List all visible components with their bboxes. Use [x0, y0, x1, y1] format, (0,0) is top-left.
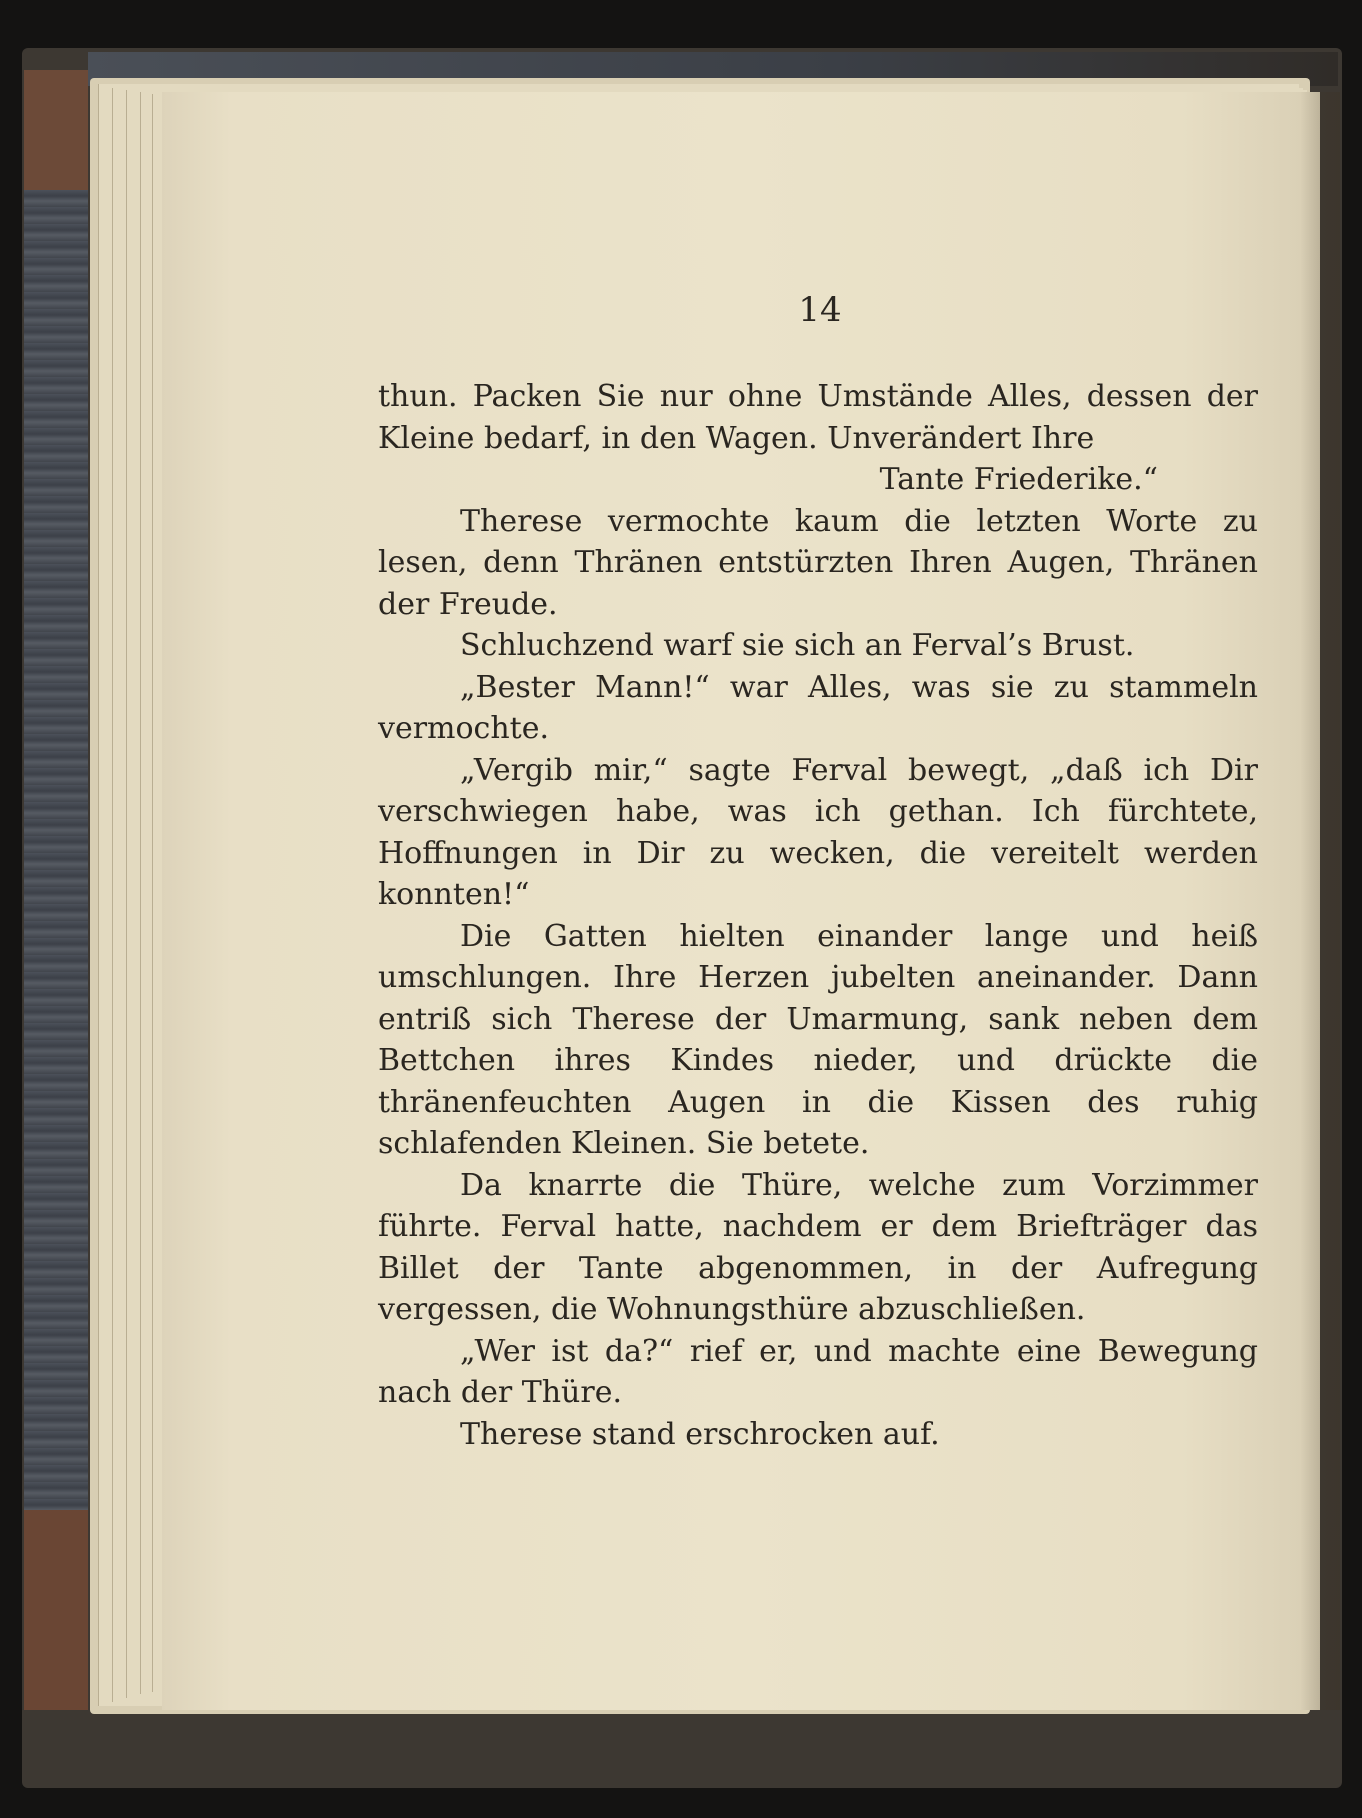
paragraph: Therese stand erschrocken auf.	[460, 1416, 940, 1452]
paragraph: „Bester Mann!“ war Alles, was sie zu stammeln vermochte.	[378, 669, 1258, 746]
page-text	[378, 376, 1258, 1455]
gutter-shadow	[1300, 92, 1340, 1710]
paragraph: Die Gatten hielten einander lange und heiß umschlungen. Ihre Herzen jubelten aneinander. Dann entriß sich Therese der Umarmung, sank neben dem Bettchen ihres Kindes nieder, und drückte die thränenfeuchten Augen in die Kissen des ruhig schlafenden Kleinen. Sie betete.	[378, 918, 1258, 1161]
paragraph: thun. Packen Sie nur ohne Umstände Alles, dessen der Kleine bedarf, in den Wagen. Unverändert Ihre	[378, 379, 1258, 456]
paragraph: „Wer ist da?“ rief er, und machte eine Bewegung nach der Thüre.	[378, 1333, 1258, 1410]
paragraph: Therese vermochte kaum die letzten Worte zu lesen, denn Thränen entstürzten Ihren Augen, Thränen der Freude.	[378, 503, 1258, 622]
paragraph: Da knarrte die Thüre, welche zum Vorzimmer führte. Ferval hatte, nachdem er dem Briefträger das Billet der Tante abgenommen, in der Aufregung vergessen, die Wohnungsthüre abzuschließen.	[378, 1167, 1258, 1327]
paragraph: „Vergib mir,“ sagte Ferval bewegt, „daß ich Dir verschwiegen habe, was ich gethan. Ich fürchtete, Hoffnungen in Dir zu wecken, die vereitelt werden konnten!“	[378, 752, 1258, 912]
spine-leather-bottom	[24, 1510, 88, 1710]
letter-signature: Tante Friederike.“	[879, 462, 1158, 497]
paragraph: Schluchzend warf sie sich an Ferval’s Brust.	[460, 628, 1135, 663]
spine-leather-top	[24, 70, 88, 190]
page-number: 14	[798, 290, 842, 330]
spine-marbled-board	[24, 190, 88, 1510]
